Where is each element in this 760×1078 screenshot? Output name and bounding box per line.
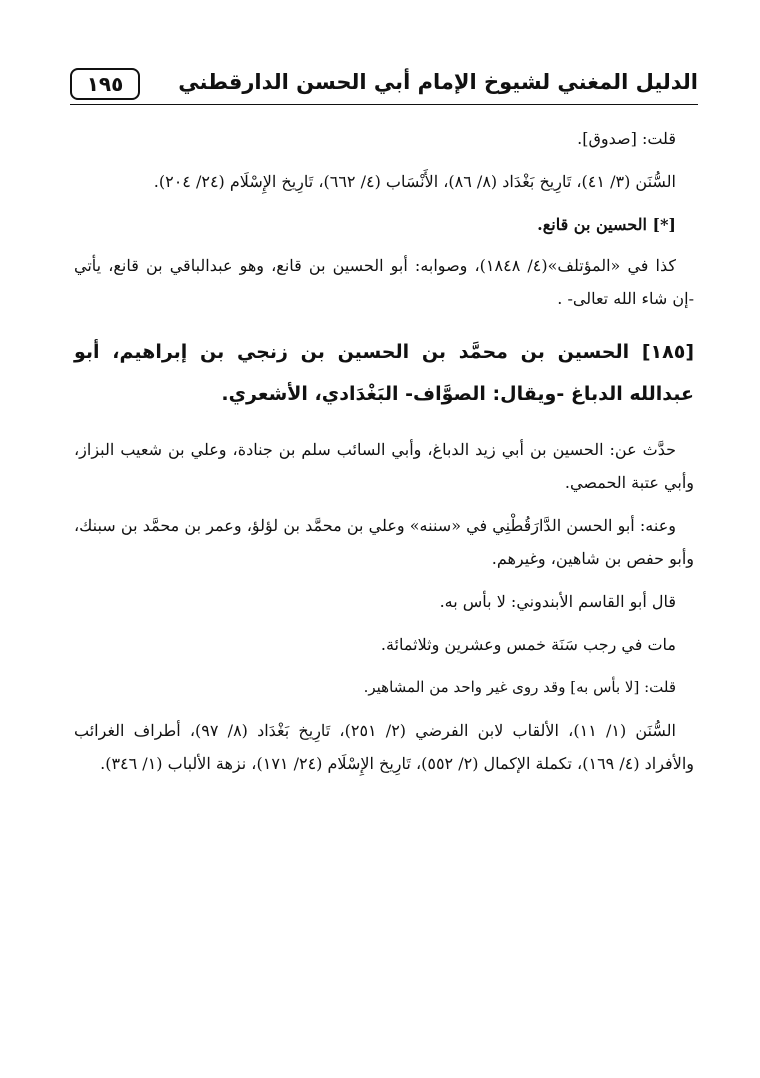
verdict-paragraph: قلت: [صدوق]. — [577, 129, 676, 148]
narrators-paragraph: وعنه: أبو الحسن الدَّارَقُطْنِي في «سننه» وعلي بن محمَّد بن لؤلؤ، وعمر بن محمَّد بن سبنك، وأبو حفص بن شاهين، وغيرهم. — [74, 516, 694, 568]
sources-paragraph-2: السُّنَن (١/ ١١)، الألقاب لابن الفرضي (٢/ ٢٥١)، تَارِيخ بَغْدَاد (٨/ ٩٧)، أطراف الغرائب والأفراد (٤/ ١٦٩)، تكملة الإكمال (٢/ ٥٥٢)، تَارِيخ الإِسْلَام (٢٤/ ١٧١)، نزهة الألباب (١/ ٣٤٦). — [74, 721, 694, 773]
page-body — [74, 122, 694, 790]
page-number: ١٩٥ — [70, 68, 140, 100]
sources-paragraph: السُّنَن (٣/ ٤١)، تَارِيخ بَغْدَاد (٨/ ٨٦)، الأَنْسَاب (٤/ ٦٦٢)، تَارِيخ الإِسْلَام (٢٤/ ٢٠٤). — [153, 172, 676, 191]
note-paragraph: كذا في «المؤتلف»(٤/ ١٨٤٨)، وصوابه: أبو الحسين بن قانع، وهو عبدالباقي بن قانع، يأتي -إن شاء الله تعالى- . — [74, 256, 694, 308]
running-header — [70, 68, 698, 102]
book-title: الدليل المغني لشيوخ الإمام أبي الحسن الدارقطني — [178, 70, 698, 94]
entry-heading: [١٨٥] الحسين بن محمَّد بن الحسين بن زنجي بن إبراهيم، أبو عبدالله الدباغ -ويقال: الصوَّاف- البَغْدَادي، الأشعري. — [74, 341, 694, 405]
assessment-paragraph: قال أبو القاسم الأبندوني: لا بأس به. — [439, 592, 676, 611]
header-divider — [70, 104, 698, 105]
verdict-paragraph-2: قلت: [لا بأس به] وقد روى غير واحد من المشاهير. — [363, 678, 676, 696]
cross-reference-heading: [*] الحسين بن قانع. — [537, 215, 676, 234]
narrated-from-paragraph: حدَّث عن: الحسين بن أبي زيد الدباغ، وأبي السائب سلم بن جنادة، وعلي بن شعيب البزاز، وأبي عتبة الحمصي. — [74, 440, 694, 492]
death-paragraph: مات في رجب سَنَة خمس وعشرين وثلاثمائة. — [380, 635, 676, 654]
